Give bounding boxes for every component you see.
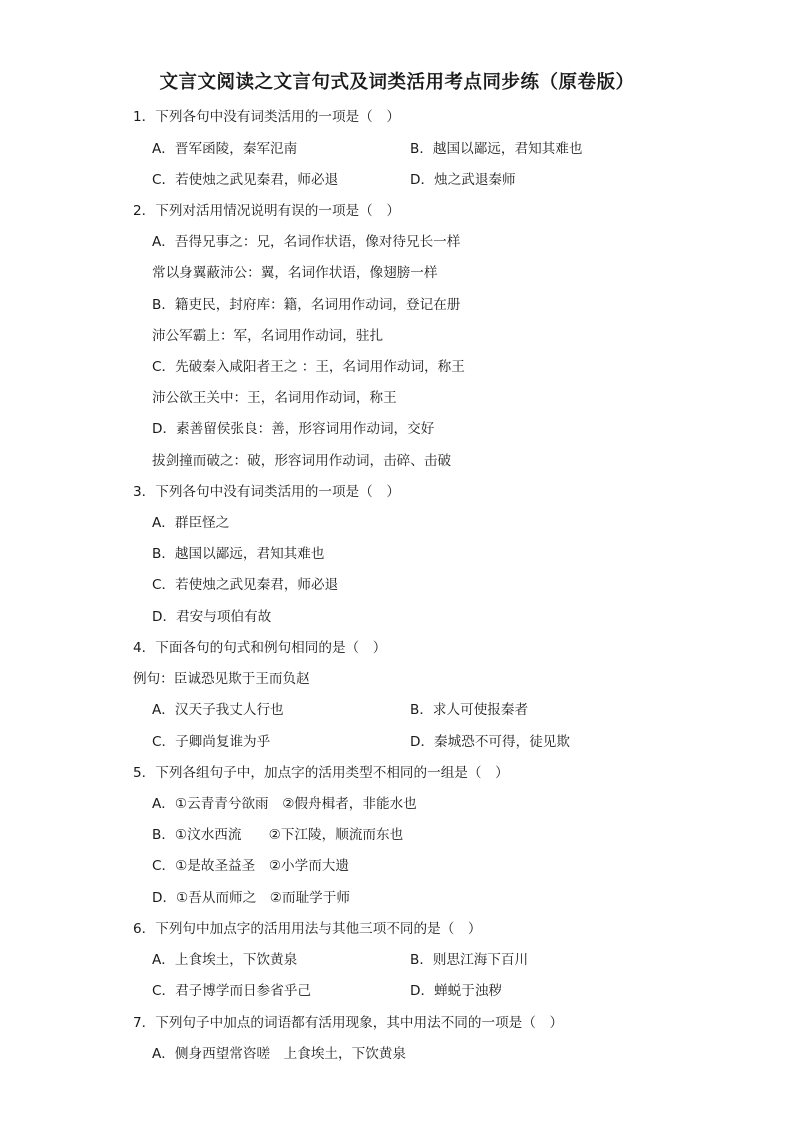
page-title: 文言文阅读之文言句式及词类活用考点同步练（原卷版） <box>159 72 635 93</box>
question-6-option-d: D．蝉蜕于浊秽 <box>410 983 503 999</box>
question-2-option-c-line2: 沛公欲王关中：王，名词用作动词，称王 <box>152 390 397 406</box>
question-6-option-c: C．君子博学而日参省乎己 <box>152 983 312 999</box>
question-3-option-c: C．若使烛之武见秦君，师必退 <box>152 577 339 593</box>
question-2-option-b-line1: B．籍吏民，封府库：籍，名词用作动词，登记在册 <box>152 297 461 313</box>
question-4-option-c: C．子卿尚复谁为乎 <box>152 734 271 750</box>
question-2-option-b-line2: 沛公军霸上：军，名词用作动词，驻扎 <box>152 328 384 344</box>
question-4-option-d: D．秦城恐不可得，徒见欺 <box>410 734 570 750</box>
question-2-option-a-line1: A．吾得兄事之：兄，名词作状语，像对待兄长一样 <box>152 234 461 250</box>
question-4-option-b: B．求人可使报秦者 <box>410 702 529 718</box>
question-1-option-c: C．若使烛之武见秦君，师必退 <box>152 172 339 188</box>
question-3-option-d: D．君安与项伯有故 <box>152 609 272 625</box>
question-5-option-a: A．①云青青兮欲雨 ②假舟楫者，非能水也 <box>152 796 417 812</box>
question-7-option-a: A．侧身西望常咨嗟 上食埃土，下饮黄泉 <box>152 1046 406 1062</box>
question-6-stem: 6．下列句中加点字的活用用法与其他三项不同的是（ ） <box>133 921 482 937</box>
question-4-option-a: A．汉天子我丈人行也 <box>152 702 284 718</box>
question-3-stem: 3．下列各句中没有词类活用的一项是（ ） <box>133 484 400 500</box>
question-1-stem: 1．下列各句中没有词类活用的一项是（ ） <box>133 109 400 125</box>
question-6-option-b: B．则思江海下百川 <box>410 952 529 968</box>
question-5-stem: 5．下列各组句子中，加点字的活用类型不相同的一组是（ ） <box>133 765 509 781</box>
question-3-option-b: B．越国以鄙远，君知其难也 <box>152 546 325 562</box>
question-1-option-b: B．越国以鄙远，君知其难也 <box>410 141 583 157</box>
question-1-option-d: D．烛之武退秦师 <box>410 172 516 188</box>
question-1-option-a: A．晋军函陵，秦军氾南 <box>152 141 298 157</box>
question-5-option-d: D．①吾从而师之 ②而耻学于师 <box>152 890 350 906</box>
question-7-stem: 7．下列句子中加点的词语都有活用现象，其中用法不同的一项是（ ） <box>133 1015 564 1031</box>
question-6-option-a: A．上食埃土，下饮黄泉 <box>152 952 298 968</box>
question-2-option-d-line2: 拔剑撞而破之：破，形容词用作动词，击碎、击破 <box>152 453 452 469</box>
question-2-stem: 2．下列对活用情况说明有误的一项是（ ） <box>133 203 400 219</box>
question-5-option-c: C．①是故圣益圣 ②小学而大遗 <box>152 858 349 874</box>
question-4-stem: 4．下面各句的句式和例句相同的是（ ） <box>133 640 387 656</box>
question-4-example: 例句：臣诚恐见欺于王而负赵 <box>133 671 310 687</box>
question-2-option-d-line1: D．素善留侯张良：善，形容词用作动词，交好 <box>152 421 435 437</box>
question-2-option-c-line1: C．先破秦入咸阳者王之 ：王，名词用作动词，称王 <box>152 359 465 375</box>
question-5-option-b: B．①汶水西流 ②下江陵，顺流而东也 <box>152 827 404 843</box>
question-3-option-a: A．群臣怪之 <box>152 515 230 531</box>
question-2-option-a-line2: 常以身翼蔽沛公：翼，名词作状语，像翅膀一样 <box>152 265 438 281</box>
